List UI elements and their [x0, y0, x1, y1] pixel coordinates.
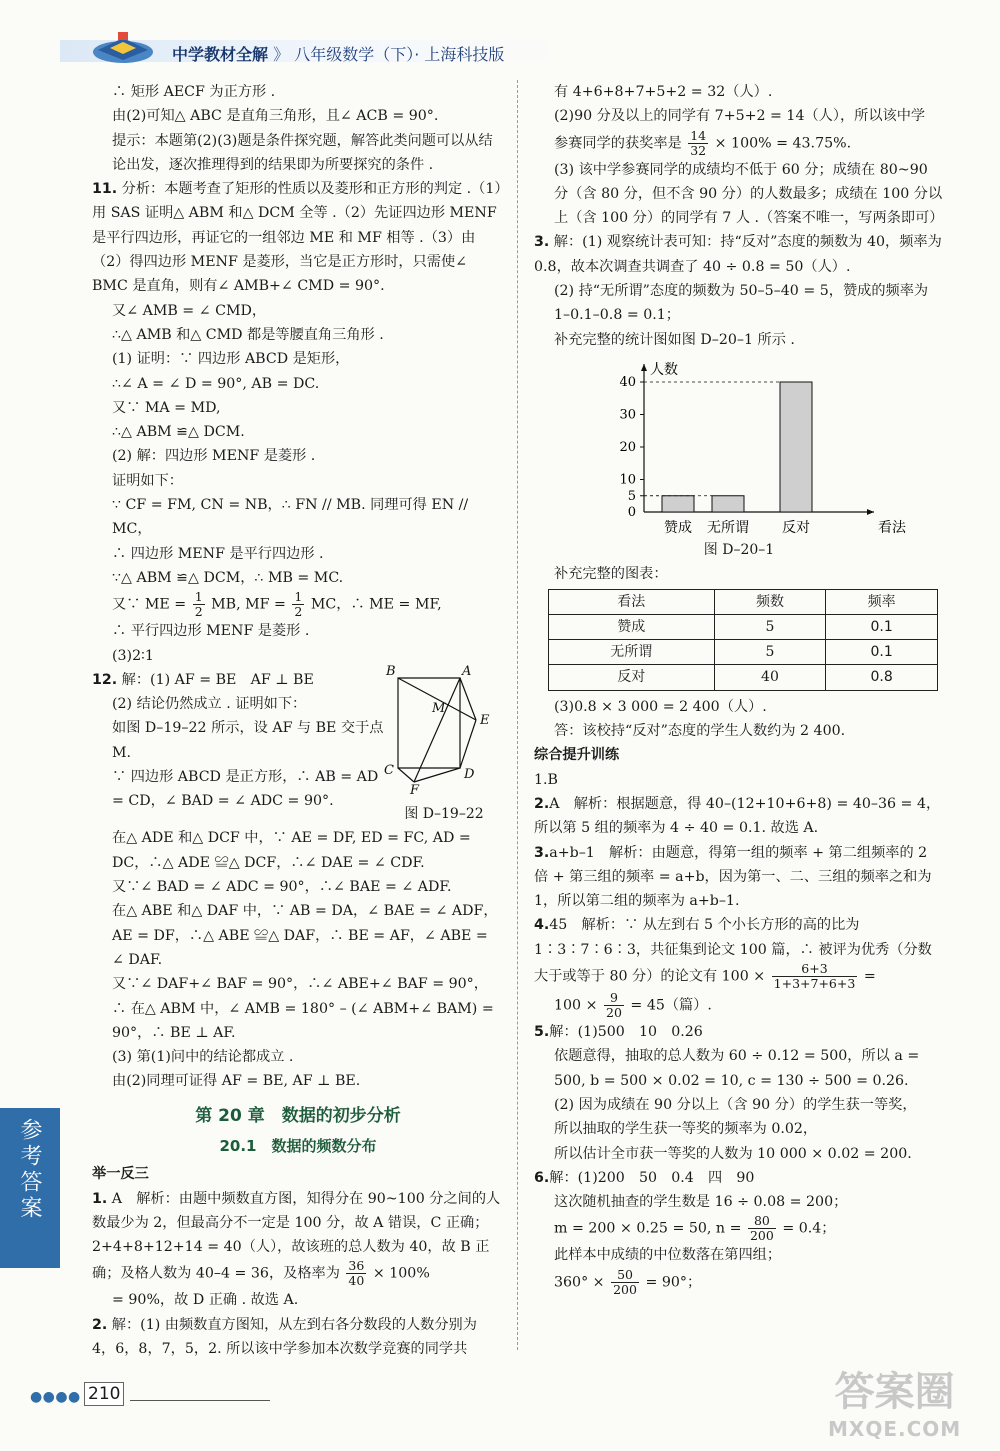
equation-line [534, 129, 944, 158]
table-header: 频数 [714, 589, 826, 614]
chapter-title: 第 20 章 数据的初步分析 [195, 1105, 401, 1126]
fraction-numerator: 9 [609, 990, 618, 1006]
question-number: 2. [534, 795, 550, 812]
text-line: 解：(1)200 50 0.4 四 90 [549, 1169, 755, 1186]
question-number: 3. [534, 234, 550, 251]
equation-part: × 100% = 43.75%. [714, 135, 852, 152]
fraction-denominator: 2 [194, 604, 203, 620]
text-line: 又∠ AMB = ∠ CMD， [112, 302, 267, 319]
fraction [292, 590, 304, 619]
table-cell: 反对 [549, 665, 715, 690]
fraction-numerator: 1 [194, 589, 203, 605]
equation-part: m = 200 × 0.25 = 50, n = [554, 1220, 742, 1237]
text-line: 在△ ABE 和△ DAF 中，∵ AB = DA，∠ BAE = ∠ ADF，AE = DF，∴△ ABE ≌△ DAF，∴ BE = AF，∠ ABE = ∠ DAF. [112, 903, 498, 968]
segment-cf [398, 768, 414, 782]
fraction [193, 590, 205, 619]
text-line: × 100% [372, 1265, 430, 1282]
label-f: F [410, 782, 420, 794]
table-row [549, 665, 938, 690]
fraction [688, 129, 708, 158]
equation-line [534, 991, 944, 1020]
text-line: 解：(1) 观察统计表可知：持“反对”态度的频数为 40，频率为 0.8，故本次调查共调查了 40 ÷ 0.8 = 50（人）. [534, 234, 942, 275]
text-line: 解：(1)500 10 0.26 [549, 1024, 703, 1041]
section-title: 20.1 数据的频数分布 [219, 1136, 377, 1155]
y-tick-label: 20 [619, 439, 636, 455]
y-axis-label: 人数 [650, 361, 678, 378]
y-tick-label: 30 [619, 407, 636, 423]
text-line: ∵ 四边形 ABCD 是正方形，∴ AB = AD = CD，∠ BAD = ∠ ADC = 90°. [112, 769, 379, 810]
table-header: 看法 [549, 589, 715, 614]
question-number: 2. [92, 1316, 108, 1333]
text-line: 如图 D–19–22 所示，设 AF 与 BE 交于点 M. [112, 720, 384, 761]
watermark [828, 1360, 961, 1441]
subsection-title: 综合提升训练 [534, 747, 620, 764]
text-line: A 解析：根据题意，得 40–(12+10+6+8) = 40–36 = 4，所以第 5 组的频率为 4 ÷ 40 = 0.1. 故选 A. [534, 795, 941, 837]
table-cell: 40 [714, 665, 826, 690]
text-line: 这次随机抽查的学生数是 16 ÷ 0.08 = 200； [554, 1194, 848, 1211]
question-number: 1. [92, 1190, 108, 1207]
equation-line [92, 590, 504, 619]
segment-ed [460, 720, 476, 768]
y-axis-arrow-icon [641, 364, 647, 371]
text-line: 又∵∠ BAD = ∠ ADC = 90°，∴∠ BAE = ∠ ADF. [112, 879, 452, 896]
question-number: 6. [534, 1169, 550, 1186]
fraction-denominator: 20 [606, 1005, 622, 1021]
text-line: 依题意得，抽取的总人数为 60 ÷ 0.12 = 500，所以 a = 500, b = 500 × 0.02 = 10, c = 130 ÷ 500 = 0.26. [554, 1048, 920, 1089]
question-number: 11. [92, 181, 118, 198]
segment-ae [460, 678, 476, 720]
text-line: 在△ ADE 和△ DCF 中，∵ AE = DF, ED = FC, AD = DC，∴△ ADE ≌△ DCF，∴∠ DAE = ∠ CDF. [112, 830, 471, 871]
table-cell: 0.8 [826, 665, 938, 690]
table-cell: 赞成 [549, 614, 715, 639]
q12-text [92, 668, 384, 827]
bar [780, 382, 812, 512]
table-cell: 5 [714, 614, 826, 639]
q12-block [92, 663, 504, 827]
table-header: 频率 [826, 589, 938, 614]
text-line: 补充完整的图表： [554, 566, 668, 583]
fraction-numerator: 50 [617, 1266, 633, 1282]
text-line: 所以估计全市获一等奖的人数为 10 000 × 0.02 = 200. [554, 1145, 912, 1162]
text-line: (2) 因为成绩在 90 分以上（含 90 分）的学生获一等奖， [554, 1096, 917, 1113]
text-line: = 90%，故 D 正确 . 故选 A. [112, 1292, 299, 1309]
bar [662, 496, 694, 512]
geometry-figure [384, 664, 504, 827]
book-subtitle: 八年级数学（下）· 上海科技版 [294, 45, 505, 64]
watermark-url: MXQE.COM [828, 1417, 962, 1441]
text-line: 1.B [534, 771, 558, 788]
hint-text: 提示：本题第(2)(3)题是条件探究题，解答此类问题可以从结论出发，逐次推理得到的结果即为所要探究的条件 . [112, 132, 493, 173]
y-tick-label: 0 [627, 504, 636, 520]
text-line: (3)2∶1 [112, 647, 154, 664]
fraction-denominator: 32 [690, 142, 707, 158]
table-header-row [549, 589, 938, 614]
equation-part: MC，∴ ME = MF, [310, 596, 442, 613]
label-c: C [384, 762, 394, 778]
text-line: a+b–1 解析：由题意，得第一组的频率 + 第二组频率的 2 倍 + 第三组的频率 = a+b，因为第一、二、三组的频率之和为 1，所以第二组的频率为 a+b–1. [534, 844, 932, 910]
footer-rule [130, 1400, 270, 1401]
text-line: 答：该校持“反对”态度的学生人数约为 2 400. [554, 723, 846, 740]
x-category-label: 反对 [782, 519, 810, 536]
text-line: ∴ 在△ ABM 中，∠ AMB = 180° – (∠ ABM+∠ BAM) = 90°，∴ BE ⊥ AF. [112, 1000, 494, 1041]
question-number: 5. [534, 1024, 550, 1041]
text-line: ∴ 四边形 MENF 是平行四边形 . [112, 545, 324, 562]
text-line: (2) 结论仍然成立 . 证明如下： [112, 696, 307, 713]
fraction-denominator: 2 [294, 604, 303, 620]
fraction-numerator: 6+3 [801, 961, 828, 977]
text-line: (3) 该中学参赛同学的成绩均不低于 60 分；成绩在 80~90 分（含 80 分，但不含 90 分）的人数最多；成绩在 100 分以上（含 100 分）的同学有 7 人 .（答案不唯一，写两条即可） [554, 161, 944, 227]
fraction-denominator: 200 [749, 1228, 774, 1244]
text-line: 由(2)同理可证得 AF = BE, AF ⊥ BE. [112, 1073, 361, 1090]
segment-af [414, 678, 460, 782]
label-b: B [386, 663, 396, 679]
equation-part: 360° × [554, 1274, 605, 1291]
question-number: 12. [92, 671, 118, 688]
text-line: (3) 第(1)问中的结论都成立 . [112, 1049, 294, 1066]
text-line: (3)0.8 × 3 000 = 2 400（人）. [554, 698, 767, 715]
segment-fd [414, 768, 460, 782]
text-line: ∴△ ABM ≌△ DCM. [112, 424, 245, 441]
table-cell: 无所谓 [549, 640, 715, 665]
x-axis-label: 看法 [878, 519, 906, 536]
text-line: 解：(1) 由频数直方图知，从左到右各分数段的人数分别为 4，6，8，7，5，2. 所以该中学参加本次数学竞赛的同学共 [92, 1316, 477, 1358]
text-line: 所以抽取的学生获一等奖的频率为 0.02， [554, 1121, 818, 1138]
fraction [611, 1268, 639, 1297]
text-line: 又∵ MA = MD, [112, 399, 221, 416]
table-row [549, 614, 938, 639]
right-column [534, 80, 944, 1297]
fraction-denominator: 1+3+7+6+3 [773, 976, 856, 992]
answer-key-tab [0, 1108, 60, 1268]
fraction-numerator: 80 [753, 1213, 770, 1229]
y-tick-label: 40 [619, 374, 636, 390]
table-row [549, 640, 938, 665]
equation-part: 100 × [554, 997, 598, 1014]
text-line: ∴∠ A = ∠ D = 90°, AB = DC. [112, 375, 320, 392]
text-line: (1) 证明：∵ 四边形 ABCD 是矩形， [112, 351, 350, 368]
text-line: 补充完整的统计图如图 D–20–1 所示 . [554, 331, 795, 348]
label-d: D [464, 766, 475, 782]
text-line: (2)90 分及以上的同学有 7+5+2 = 14（人），所以该中学 [554, 108, 926, 125]
equation-line [534, 1214, 944, 1243]
table-cell: 0.1 [826, 640, 938, 665]
column-divider [517, 80, 518, 1350]
bar-chart [594, 352, 924, 542]
equation-part: = 45（篇）. [630, 997, 712, 1014]
y-tick-label: 5 [627, 488, 636, 504]
fraction [748, 1214, 776, 1243]
label-a: A [462, 663, 472, 679]
equation-part: = 0.4； [782, 1220, 836, 1237]
table-cell: 5 [714, 640, 826, 665]
text-line: 证明如下： [112, 472, 183, 489]
text-line: (2) 持“无所谓”态度的频数为 50–5–40 = 5，赞成的频率为 1–0.1–0.8 = 0.1； [554, 283, 929, 324]
text-line: ∴ 矩形 AECF 为正方形 . [112, 84, 276, 100]
x-category-label: 无所谓 [707, 519, 749, 536]
square-abcd [398, 678, 460, 768]
text-line: A 解析：由题中频数直方图，知得分在 90~100 分之间的人数最少为 2，但最高分不一定是 100 分，故 A 错误，C 正确；2+4+8+12+14 = 40（人），故该班的总人数为 40，故 B 正确；及格人数为 40–4 = 36，及格率为 [92, 1190, 501, 1282]
label-e: E [480, 712, 490, 728]
text-line: 解：(1) AF = BE AF ⊥ BE [121, 671, 314, 688]
page-number: 210 [84, 1382, 124, 1406]
text-line: ∵ CF = FM, CN = NB，∴ FN // MB. 同理可得 EN // MC， [112, 497, 469, 538]
dots-decoration: ● ● ● ● [30, 1389, 79, 1405]
fraction-numerator: 36 [348, 1258, 365, 1274]
chart-caption: 图 D–20–1 [703, 541, 775, 558]
equation-part: 参赛同学的获奖率是 [554, 135, 682, 152]
fraction [346, 1259, 366, 1288]
analysis-text: 分析：本题考查了矩形的性质以及菱形和正方形的判定 .（1）用 SAS 证明△ ABM 和△ DCM 全等 .（2）先证四边形 MENF 是平行四边形，再证它的一组邻边 ME 和 MF 相等 .（3）由（2）得四边形 MENF 是菱形，当它是正方形时，只需使∠ BMC 是直角，则有∠ AMB+∠ CMD = 90°. [92, 181, 502, 295]
table-cell: 0.1 [826, 614, 938, 639]
fraction-denominator: 200 [613, 1281, 637, 1297]
text-line: 此样本中成绩的中位数落在第四组； [554, 1247, 782, 1264]
equation-line [534, 1268, 944, 1297]
text-line: 又∵∠ DAF+∠ BAF = 90°，∴∠ ABE+∠ BAF = 90°， [112, 976, 488, 993]
question-number: 3. [534, 844, 550, 861]
watermark-title: 答案圈 [834, 1369, 955, 1415]
page-header [0, 0, 1000, 80]
series-name: 中学教材全解 [172, 45, 269, 64]
text-line: 由(2)可知△ ABC 是直角三角形，且∠ ACB = 90°. [112, 108, 439, 125]
text-line: ∴ 平行四边形 MENF 是菱形 . [112, 623, 310, 640]
fraction-numerator: 14 [690, 127, 707, 143]
header-title: 中学教材全解 》 八年级数学（下）· 上海科技版 [172, 45, 505, 64]
question-number: 4. [534, 917, 550, 934]
fraction [772, 962, 858, 991]
left-column [92, 80, 504, 1361]
text-line: ∵△ ABM ≌△ DCM，∴ MB = MC. [112, 569, 344, 586]
square-diagram [384, 664, 504, 794]
text-line: = [863, 968, 876, 985]
fraction-denominator: 40 [348, 1273, 365, 1289]
text-line: 有 4+6+8+7+5+2 = 32（人）. [554, 84, 773, 100]
equation-part: MB, MF = [211, 596, 286, 613]
bar [712, 496, 744, 512]
y-tick-label: 10 [619, 472, 636, 488]
x-axis-arrow-icon [867, 509, 874, 515]
x-category-label: 赞成 [664, 519, 692, 536]
text-line: ∴△ AMB 和△ CMD 都是等腰直角三角形 . [112, 326, 384, 343]
text-line: 45 解析：∵ 从左到右 5 个小长方形的高的比为 1∶3∶7∶6∶3，共征集到论文 100 篇，∴ 被评为优秀（分数大于或等于 80 分）的论文有 100 × [534, 917, 932, 985]
book-logo-icon [88, 30, 158, 66]
text-line: (2) 解：四边形 MENF 是菱形 . [112, 448, 316, 465]
fraction-numerator: 1 [294, 589, 303, 605]
equation-part: 又∵ ME = [112, 596, 187, 613]
fraction [604, 991, 624, 1020]
frequency-table [548, 589, 938, 691]
label-m: M [432, 700, 446, 716]
subsection-title: 举一反三 [92, 1166, 149, 1183]
equation-part: = 90°； [645, 1274, 702, 1291]
tab-label: 参考答案 [17, 1118, 42, 1222]
figure-caption: 图 D–19–22 [404, 806, 484, 823]
